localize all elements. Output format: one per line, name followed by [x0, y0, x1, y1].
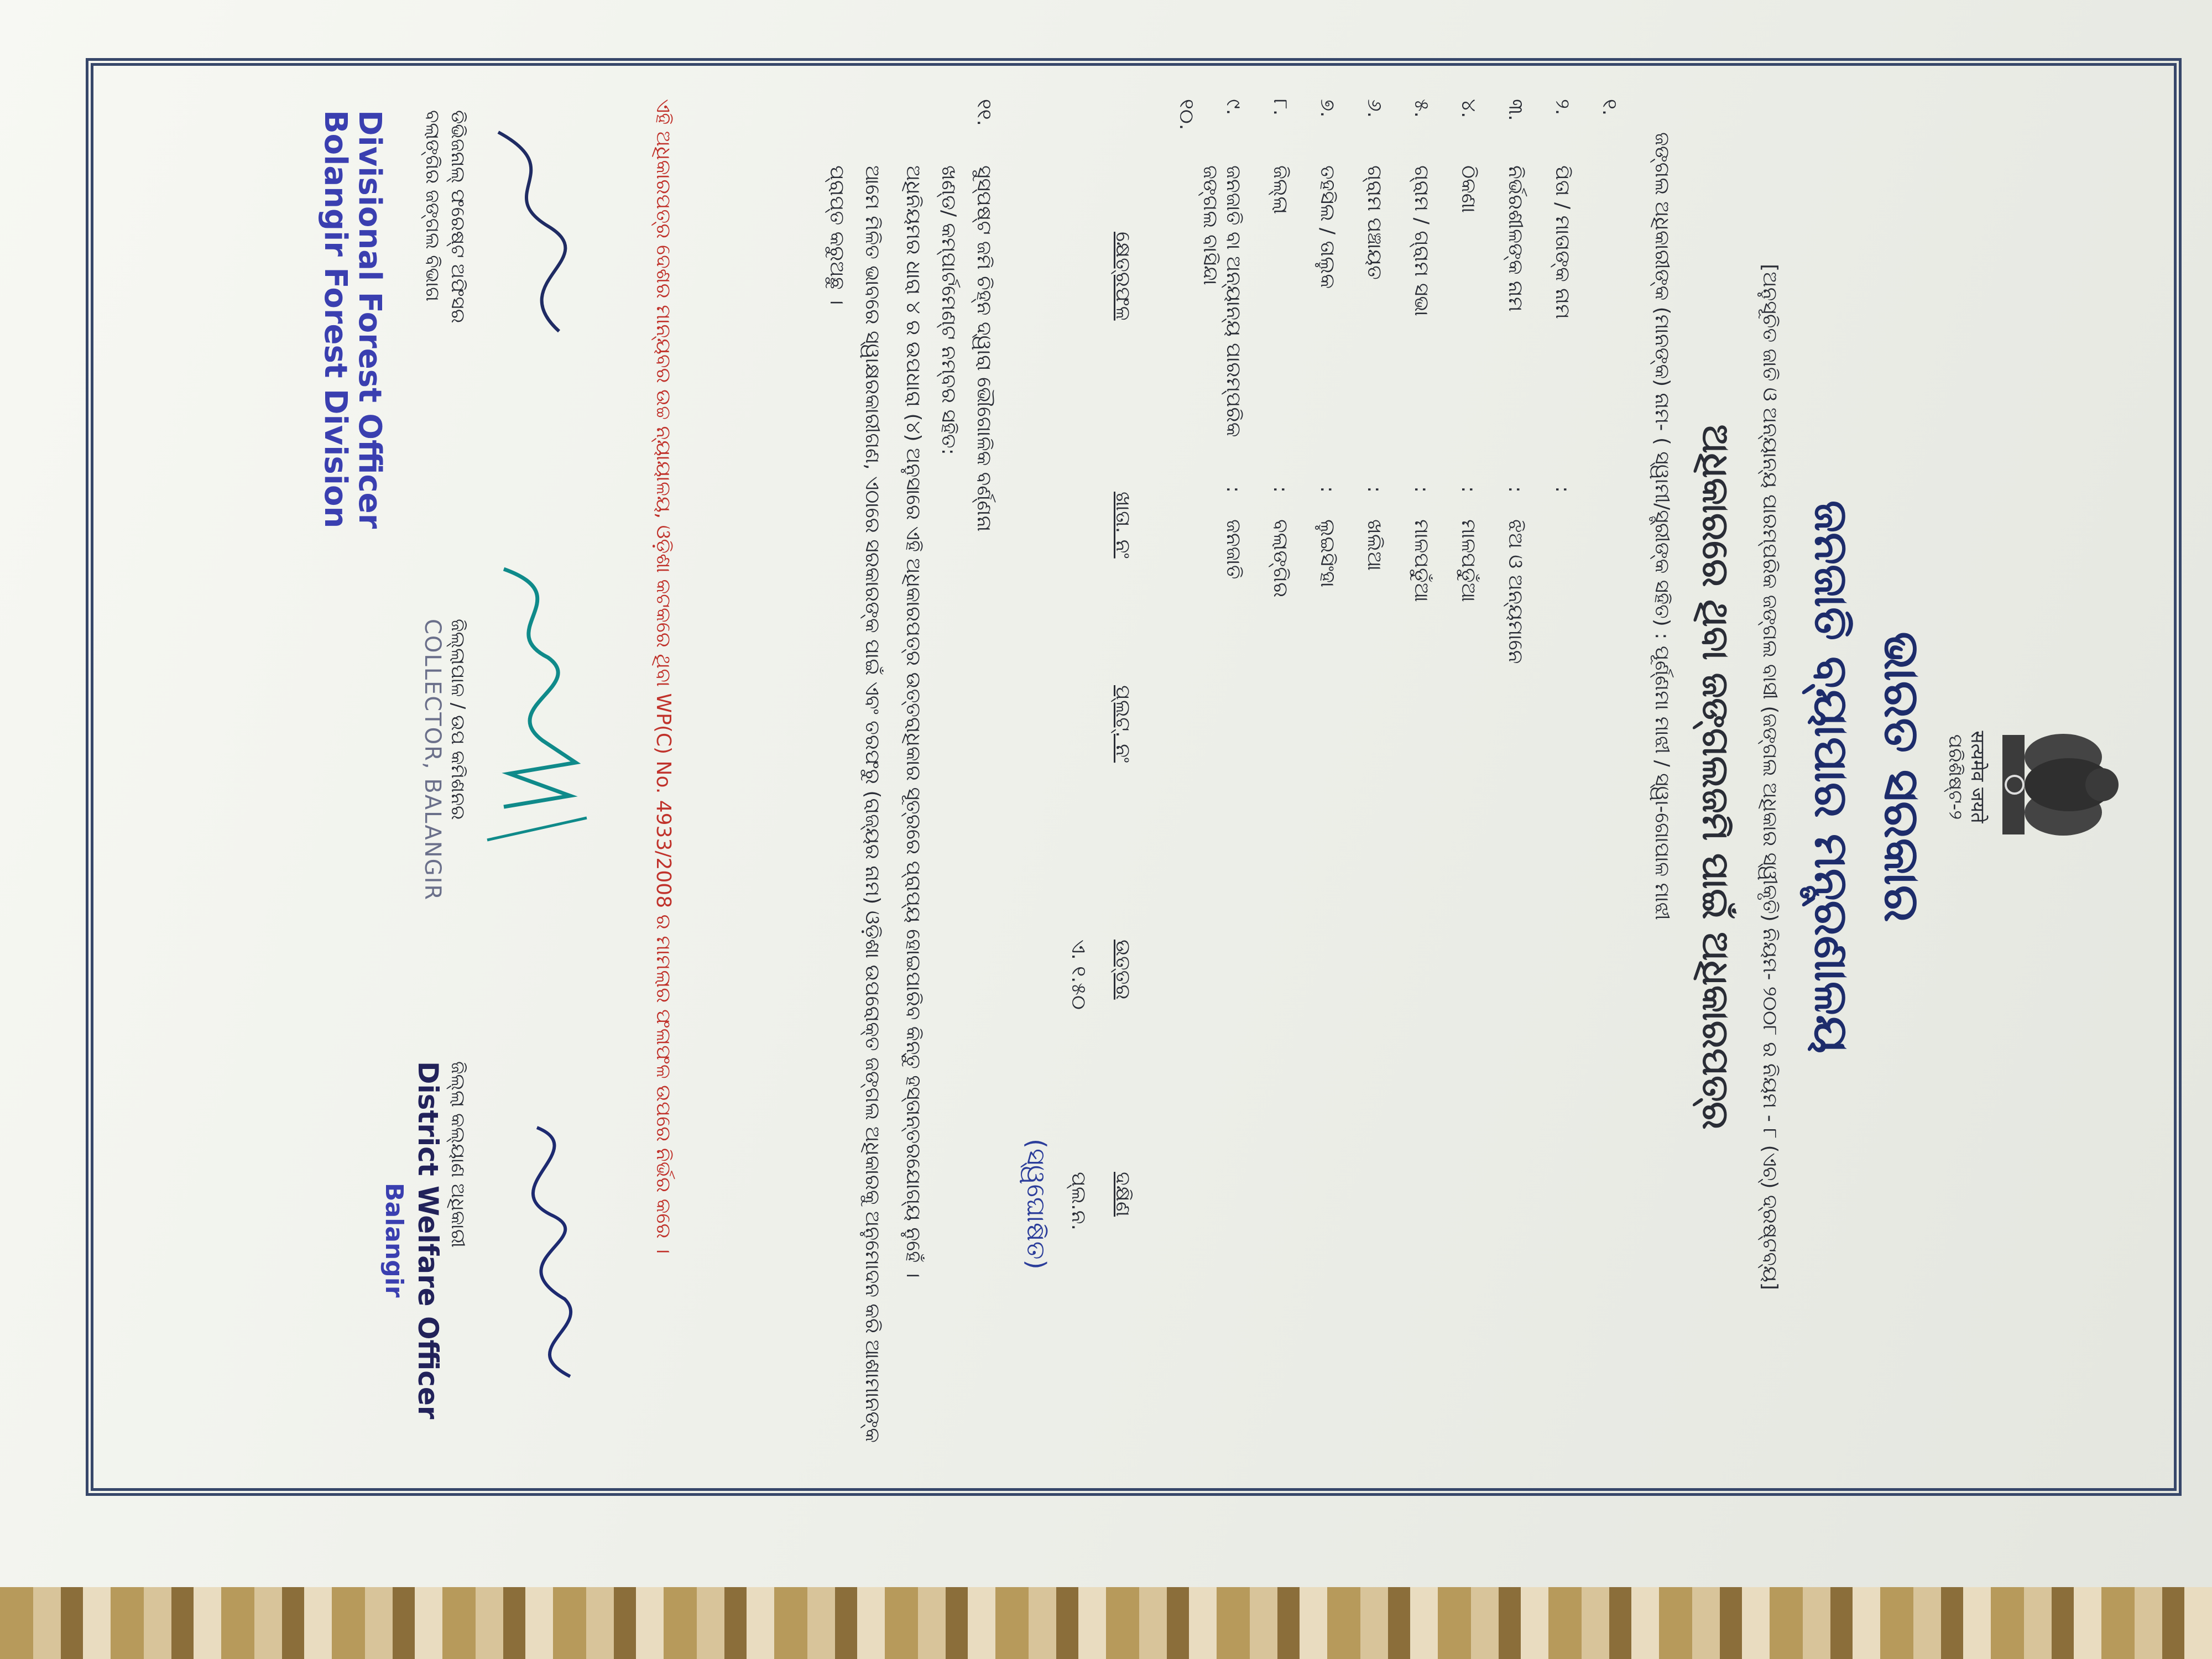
field-number: ୬. [1363, 99, 1386, 118]
field-value: ଝିଅ ଓ ଅନ୍ୟମାନେ [1504, 519, 1527, 664]
field-value: ବଲାଙ୍ଗିର [1269, 519, 1292, 598]
dfo-block [318, 110, 471, 529]
dfo-title-odia: ଡିଭିଜନାଲ୍ ଫରେଷ୍ଟ ଅଫିସର [447, 110, 469, 324]
dwo-title-en: District Welfare Officer [412, 1061, 444, 1420]
field-separator: : [1316, 486, 1339, 493]
table-cell-self-declared: (ସ୍ୱଘୋଷିତ) [1021, 1139, 1051, 1270]
clause-11 [819, 99, 1001, 1455]
clause-line-3: ଅଧିନିୟମର ଧାରା ୪ ର ଉପଧାରା (୪) ଅନୁସାରେ ଏହି ଅଧିକାରପତ୍ର ଉତ୍ତରାଧିକାର ସୂତ୍ରରେ ପ୍ରାପ୍ୟ ହୋଇପାରିବ କିନ୍ତୁ ହସ୍ତାନ୍ତରଯୋଗ୍ୟ ନୁହେଁ । [902, 165, 925, 1278]
table-header-plot: ପ୍ଲଟ୍. ନଂ [1112, 685, 1134, 763]
dfo-division-odia: ବଲାଙ୍ଗିର ଜଙ୍ଗଲ ବିଭାଗ [421, 110, 444, 302]
table-header-south: ଦକ୍ଷିଣ [1112, 1172, 1134, 1217]
field-label: ନିର୍ଭରଶୀଳଙ୍କ ନାମ [1504, 165, 1527, 312]
collector-title-odia: ଜିଲ୍ଲାପାଳ / ଉପ କମିଶନର [447, 619, 469, 820]
table-cell-south: ପ୍ଲ.ନ. [1067, 1172, 1090, 1230]
table-header-north: ଉତ୍ତର [1112, 940, 1134, 1000]
collector-title-en: COLLECTOR, BALANGIR [420, 619, 445, 901]
dwo-place-en: Balangir [380, 1182, 408, 1298]
field-number: ୩. [1504, 99, 1527, 121]
clause-line-1: ସୁସ୍ପଷ୍ଟ ଜମି ଚିହ୍ନ ଦ୍ୱାରା ଭୌଗୋଳିକ ବର୍ଣ୍ଣନା [973, 165, 995, 532]
dwo-title-odia: ଜିଲ୍ଲା କଲ୍ୟାଣ ଅଧିକାରୀ [447, 1061, 469, 1248]
clause-line-2: ଖଣ୍ଡ/ କମ୍ପାର୍ଟମେଣ୍ଟ ନମ୍ବର ସହିତ: [937, 165, 960, 455]
dfo-division-en: Bolangir Forest Division [317, 110, 353, 529]
table-cell-north: ଏ. ୧.୫୦ [1067, 940, 1090, 1010]
field-separator: : [1410, 486, 1433, 493]
holder-name-line: ଜଙ୍ଗଲ ଅଧିକାରୀଙ୍କ (ମାନଙ୍କ) ନାମ- ( ସ୍ୱାମୀ/ସ୍ତ୍ରୀଙ୍କ ସହିତ) : ପୂର୍ଣ୍ଣମା ମାଝୀ / ସ୍ୱା-ଗୋପାଳ ମାଝୀ [1651, 132, 1673, 920]
field-number: ୮. [1269, 99, 1292, 116]
field-label: ପିତା / ମାତାଙ୍କ ନାମ [1551, 165, 1574, 320]
collector-block [420, 619, 471, 901]
collector-signature-icon [482, 564, 592, 851]
field-separator: : [1363, 486, 1386, 493]
dwo-signature-icon [482, 1117, 603, 1382]
government-title: ଭାରତ ସରକାର [1874, 632, 1931, 922]
field-number: ୨. [1551, 99, 1574, 116]
field-number: ୪. [1457, 99, 1480, 118]
field-value: ଜନଜାତି [1222, 519, 1245, 580]
field-label: ତହସିଲ / ତାଲୁକ [1316, 165, 1339, 289]
national-emblem-icon [1991, 718, 2135, 851]
ministry-title: ଜନଜାତି ବ୍ୟାପାର ମନ୍ତ୍ରଣାଳୟ [1804, 500, 1859, 1053]
certificate-title: ଅଧିକାରରେ ଥିବା ଜଙ୍ଗଲଜମି ପାଇଁ ଅଧିକାରପତ୍ର [1694, 424, 1737, 1130]
field-value: ମାଳପଡ଼ୁଁଆ [1410, 519, 1433, 602]
field-number: ୧୦. [1175, 99, 1198, 131]
forest-rights-certificate [86, 58, 2182, 1496]
field-value: ମାଳପଡ଼ୁଁଆ [1457, 519, 1480, 602]
field-separator: : [1504, 486, 1527, 493]
emblem-motto: सत्यमेव जयते [1966, 731, 1989, 823]
field-number: ୯. [1222, 99, 1245, 116]
table-header-khata: ଖାତା. ନଂ [1112, 492, 1134, 559]
court-case-note: ଏହି ଅଧିକାରପତ୍ର ଦେଶର ମାନ୍ୟବର ଉଚ୍ଚ ନ୍ୟାୟାଳୟ, ଓଡ଼ିଶା କଟକରେ ଥିବା WP(C) No. 4933/2008 ର ମାମଲାର ଫଳାଫଳ ଉପରେ ନିର୍ଭର କରେ । [652, 99, 675, 1254]
table-surface [0, 1587, 2212, 1659]
rule-reference: [ଅନୁସୂଚିତ ଜାତି ଓ ଅନ୍ୟାନ୍ୟ ପାରମ୍ପରିକ ଜଙ୍ଗଲ ବାସୀ (ଜଙ୍ଗଲ ଅଧିକାର ସ୍ୱୀକୃତି) ନିୟମ- ୨୦୦୮ ର ନିୟମ - ୮ (ଏଚ୍) ଦ୍ରଷ୍ଟବ୍ୟ] [1759, 264, 1781, 1290]
field-label: ଜିଲ୍ଲା [1269, 165, 1292, 215]
field-value: ଖଲିଆ [1363, 519, 1386, 571]
field-label: ଗ୍ରାମ ପଞ୍ଚାୟତ [1363, 165, 1386, 280]
field-number: ୫. [1410, 99, 1433, 118]
dwo-block [377, 1061, 471, 1419]
field-label: ଗ୍ରାମ / ଗ୍ରାମ ସଭା [1410, 165, 1433, 316]
field-label: ଜନଜାତି ବା ଅନ୍ୟାନ୍ୟ ପାରମ୍ପରିକ ଜଙ୍ଗଲ ବାସିନ୍ଦା [1199, 165, 1245, 437]
field-separator: : [1457, 486, 1480, 493]
table-header-area: କ୍ଷେତ୍ରଫଳ [1112, 232, 1134, 321]
field-separator: : [1222, 486, 1245, 493]
dfo-signature-icon [482, 127, 581, 337]
field-label: ଠିକଣା [1457, 165, 1480, 213]
annexure-label: ପରିଶିଷ୍ଟ-୨ [1944, 734, 1966, 820]
clause-number: ୧୧. [973, 99, 995, 126]
field-value: ଲୁଇସିଂହା [1316, 519, 1339, 588]
field-separator: : [1551, 486, 1574, 493]
dfo-title-en: Divisional Forest Officer [352, 110, 388, 529]
field-separator: : [1269, 486, 1292, 493]
field-number: ୭. [1316, 99, 1339, 118]
field-number: ୧. [1598, 99, 1621, 116]
clause-line-4: ଆମେ ମିଳିତ ଭାବରେ ସ୍ୱାକ୍ଷରକାରୀଗଣ, ଏଠାରେ ସରକାରଙ୍କ ପାଇଁ ଏବଂ ତରଫରୁ (ରାଜ୍ୟର ନାମ) ଓଡ଼ିଶା ଉପରୋକ୍ତ ଜଙ୍ଗଲ ଅଧିକାରକୁ ଅନୁମୋଦନ କରି ଆଶାମାନଙ୍କ ପ୍ରାପ୍ତ କରୁଅଛୁ । [826, 165, 884, 1443]
